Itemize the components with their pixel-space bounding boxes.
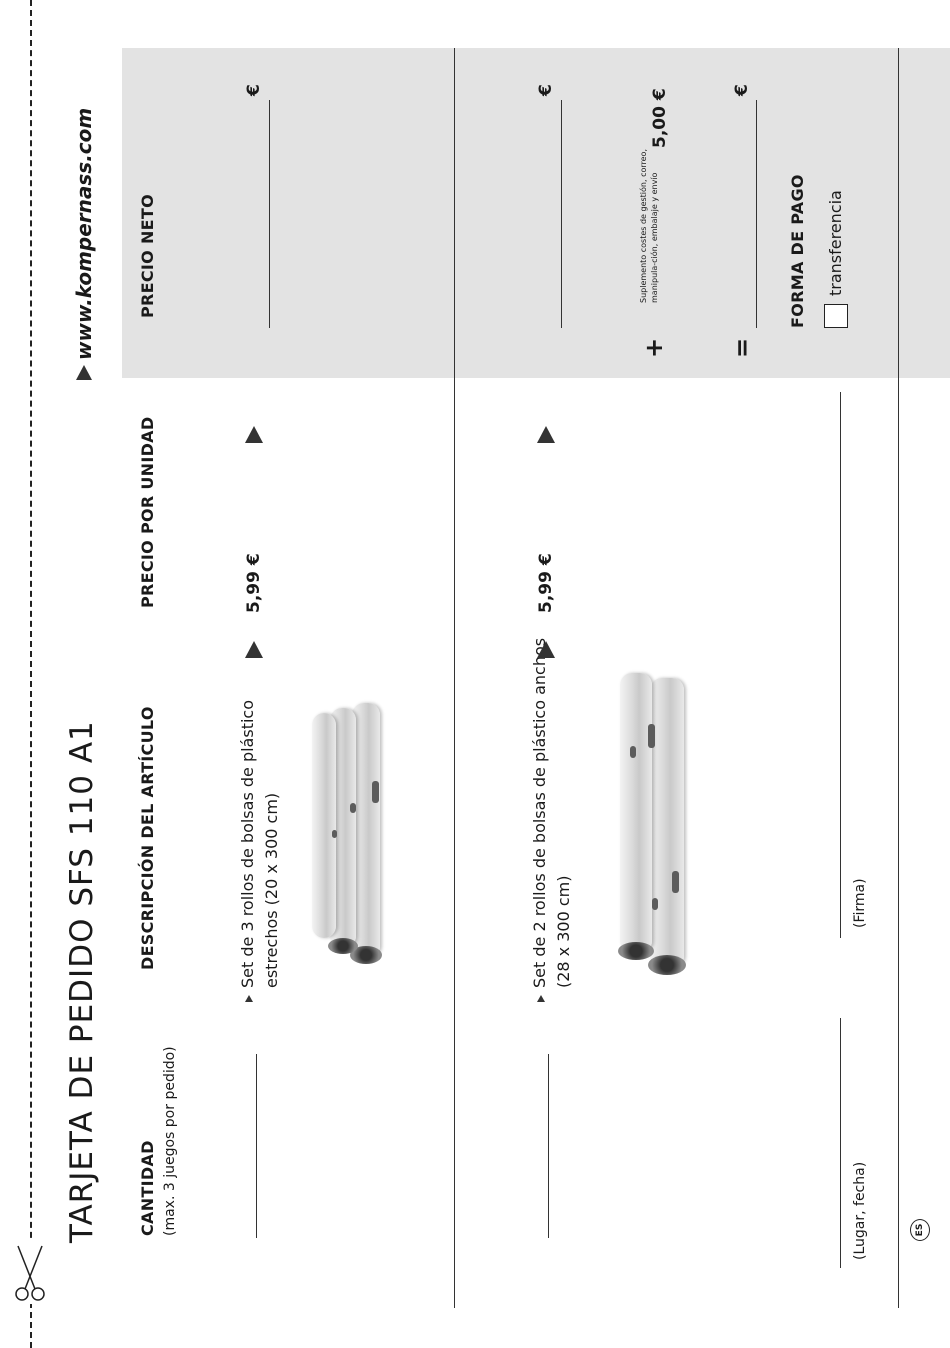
page-title: TARJETA DE PEDIDO SFS 110 A1	[64, 720, 100, 1243]
description-header: DESCRIPCIÓN DEL ARTÍCULO	[138, 706, 157, 970]
net-price-currency-1: €	[244, 84, 264, 96]
surcharge-amount: 5,00 €	[650, 88, 670, 148]
website-link[interactable]: www.kompernass.com	[72, 107, 96, 360]
signature-label: (Firma)	[852, 878, 868, 928]
website	[72, 108, 96, 380]
quantity-field-1[interactable]	[256, 1054, 257, 1238]
payment-transfer-label: transferencia	[826, 190, 845, 296]
quantity-header: CANTIDAD	[138, 1140, 157, 1236]
signature-field[interactable]	[840, 392, 841, 938]
plus-sign: +	[640, 337, 668, 358]
unit-price-header: PRECIO POR UNIDAD	[138, 416, 157, 608]
place-date-label: (Lugar, fecha)	[852, 1161, 868, 1260]
place-date-field[interactable]	[840, 1018, 841, 1268]
total-currency: €	[732, 84, 752, 96]
payment-header: FORMA DE PAGO	[788, 174, 807, 328]
net-price-field-2[interactable]	[561, 100, 562, 328]
item-description-2: Set de 2 rollos de bolsas de plástico anchos (28 x 300 cm)	[530, 637, 573, 988]
total-field[interactable]	[756, 100, 757, 328]
bullet-icon	[245, 995, 253, 1002]
language-badge: ES	[910, 1219, 930, 1241]
net-price-currency-2: €	[536, 84, 556, 96]
surcharge-text: Suplemento costes de gestión, correo, manipula-ción, embalaje y envío	[639, 149, 659, 303]
equals-sign: =	[728, 337, 756, 358]
row-divider	[454, 48, 455, 1308]
bullet-icon	[537, 995, 545, 1002]
quantity-note: (max. 3 juegos por pedido)	[162, 1046, 178, 1236]
arrow-right-icon	[245, 641, 263, 658]
unit-price-2: 5,99 €	[536, 553, 556, 613]
unit-price-1: 5,99 €	[244, 553, 264, 613]
arrow-right-icon	[245, 426, 263, 443]
arrow-right-icon	[76, 365, 92, 380]
item-description-1: Set de 3 rollos de bolsas de plástico estrechos (20 x 300 cm)	[238, 700, 281, 988]
arrow-right-icon	[537, 641, 555, 658]
quantity-field-2[interactable]	[548, 1054, 549, 1238]
net-price-header: PRECIO NETO	[138, 194, 157, 318]
net-price-field-1[interactable]	[269, 100, 270, 328]
arrow-right-icon	[537, 426, 555, 443]
bottom-rule	[898, 48, 899, 1308]
payment-transfer-checkbox[interactable]	[824, 304, 848, 328]
